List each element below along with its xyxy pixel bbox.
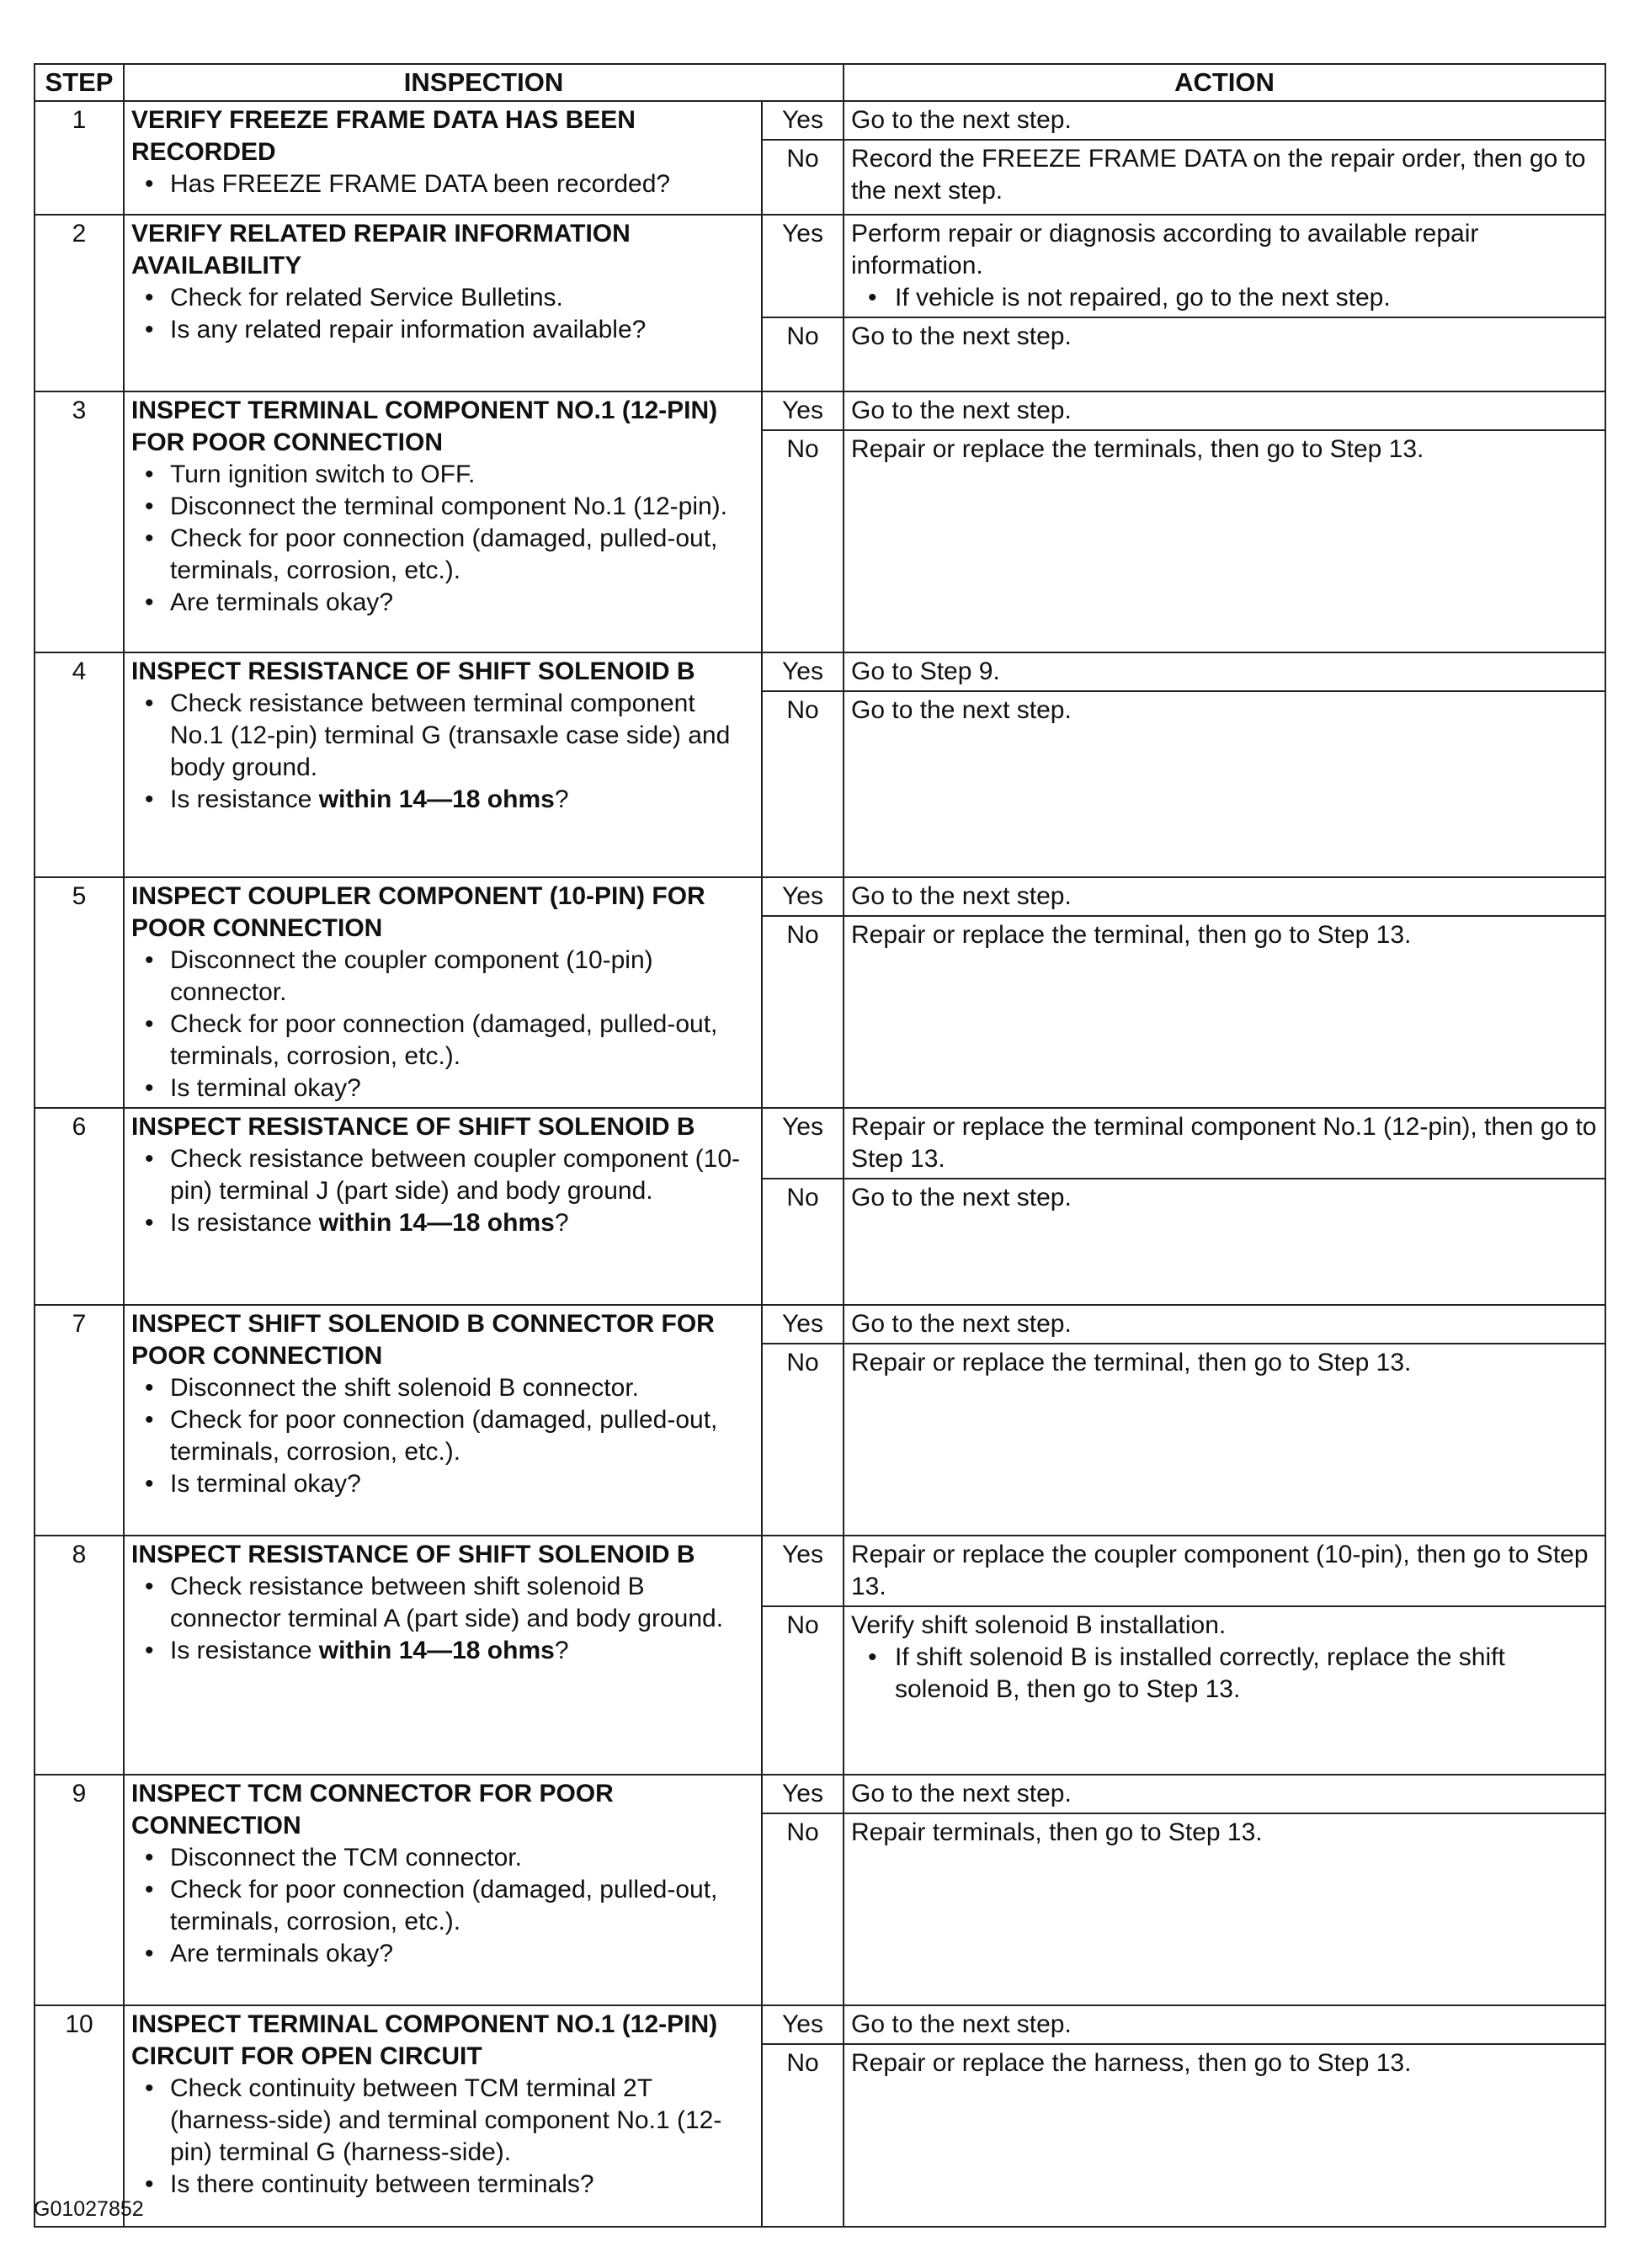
no-label: No <box>762 1813 844 2005</box>
inspection-bullet <box>131 2169 754 2201</box>
bullet-text: Check for related Service Bulletins. <box>170 284 563 311</box>
no-label: No <box>762 691 844 877</box>
inspection-bullet <box>131 1842 754 1874</box>
step-number: 4 <box>35 652 124 877</box>
inspection-bullet <box>131 1571 754 1635</box>
action-text: Go to the next step. <box>851 322 1072 350</box>
inspection-bullet <box>131 1009 754 1073</box>
bullet-text: Is any related repair information available? <box>170 316 647 343</box>
no-label: No <box>762 2044 844 2227</box>
inspection-bullet <box>131 168 754 200</box>
action-text: Repair or replace the terminals, then go to Step 13. <box>851 435 1424 463</box>
bullet-text: Disconnect the coupler component (10-pin) connector. <box>170 946 653 1006</box>
bullet-text: Check resistance between terminal component No.1 (12-pin) terminal G (transaxle case side) and body ground. <box>170 689 731 781</box>
bullet-text: Are terminals okay? <box>170 1940 394 1967</box>
no-action <box>844 1179 1605 1305</box>
inspection-bullets <box>131 1143 754 1239</box>
action-text: Repair terminals, then go to Step 13. <box>851 1818 1263 1846</box>
no-label: No <box>762 1606 844 1775</box>
step-row <box>35 1536 1605 1606</box>
inspection-bullets <box>131 2073 754 2201</box>
yes-action <box>844 1775 1605 1813</box>
bullet-text: Check continuity between TCM terminal 2T (harness-side) and terminal component No.1 (12-pin) terminal G (harness-side). <box>170 2074 722 2166</box>
bullet-text: Check for poor connection (damaged, pulled-out, terminals, corrosion, etc.). <box>170 524 718 584</box>
bullet-suffix: ? <box>554 1209 569 1237</box>
no-action <box>844 1344 1605 1536</box>
inspection-bullet <box>131 587 754 619</box>
step-number: 10 <box>35 2005 124 2227</box>
inspection-bullet <box>131 282 754 314</box>
step-number: 9 <box>35 1775 124 2005</box>
bullet-suffix: ? <box>554 785 569 813</box>
step-row <box>35 215 1605 317</box>
inspection-bullets <box>131 688 754 816</box>
step-number: 3 <box>35 391 124 652</box>
no-action <box>844 2044 1605 2227</box>
bullet-text: Is terminal okay? <box>170 1470 361 1498</box>
inspection-bullet <box>131 523 754 587</box>
action-sub-bullet: • If vehicle is not repaired, go to the next step. <box>851 282 1598 314</box>
yes-label: Yes <box>762 1305 844 1344</box>
inspection-cell <box>124 1108 762 1305</box>
yes-action <box>844 2005 1605 2044</box>
bullet-spec: within 14—18 ohms <box>318 785 555 813</box>
inspection-title: INSPECT COUPLER COMPONENT (10-PIN) FOR POOR CONNECTION <box>131 882 705 942</box>
inspection-title: INSPECT TCM CONNECTOR FOR POOR CONNECTION <box>131 1780 614 1839</box>
yes-action <box>844 652 1605 691</box>
bullet-text: Is there continuity between terminals? <box>170 2170 594 2198</box>
inspection-title: INSPECT RESISTANCE OF SHIFT SOLENOID B <box>131 1113 695 1141</box>
bullet-spec: within 14—18 ohms <box>318 1209 555 1237</box>
action-sub-bullets <box>851 1642 1598 1706</box>
action-text: Repair or replace the coupler component (10-pin), then go to Step 13. <box>851 1541 1589 1600</box>
inspection-column-header: INSPECTION <box>124 64 844 101</box>
header-row <box>35 64 1605 101</box>
action-text: Go to Step 9. <box>851 658 1000 685</box>
action-text: Go to the next step. <box>851 2010 1072 2038</box>
action-text: Perform repair or diagnosis according to available repair information. <box>851 220 1479 280</box>
action-text: Go to the next step. <box>851 1184 1072 1211</box>
inspection-cell <box>124 1775 762 2005</box>
yes-action <box>844 1108 1605 1179</box>
no-label: No <box>762 916 844 1108</box>
no-label: No <box>762 1344 844 1536</box>
bullet-text: Disconnect the TCM connector. <box>170 1844 522 1871</box>
yes-label: Yes <box>762 1108 844 1179</box>
step-row <box>35 391 1605 430</box>
bullet-text: Turn ignition switch to OFF. <box>170 461 476 488</box>
inspection-bullets <box>131 1571 754 1667</box>
inspection-title: INSPECT TERMINAL COMPONENT NO.1 (12-PIN) FOR POOR CONNECTION <box>131 397 718 456</box>
action-column-header: ACTION <box>844 64 1605 101</box>
action-text: Go to the next step. <box>851 1310 1072 1338</box>
action-text: Verify shift solenoid B installation. <box>851 1611 1227 1639</box>
inspection-bullet <box>131 1207 754 1239</box>
step-number: 8 <box>35 1536 124 1775</box>
inspection-bullets <box>131 1842 754 1970</box>
action-sub-bullets <box>851 282 1598 314</box>
no-action <box>844 317 1605 391</box>
step-row <box>35 877 1605 916</box>
inspection-bullet <box>131 945 754 1009</box>
step-row <box>35 1108 1605 1179</box>
action-text: Go to the next step. <box>851 397 1072 424</box>
action-text: Record the FREEZE FRAME DATA on the repair order, then go to the next step. <box>851 145 1586 205</box>
yes-label: Yes <box>762 2005 844 2044</box>
inspection-bullet <box>131 1073 754 1105</box>
action-text: Go to the next step. <box>851 1780 1072 1807</box>
yes-action <box>844 877 1605 916</box>
no-label: No <box>762 1179 844 1305</box>
bullet-text: Check for poor connection (damaged, pulled-out, terminals, corrosion, etc.). <box>170 1406 718 1466</box>
bullet-text: Check for poor connection (damaged, pulled-out, terminals, corrosion, etc.). <box>170 1876 718 1935</box>
bullet-text: Check for poor connection (damaged, pulled-out, terminals, corrosion, etc.). <box>170 1010 718 1070</box>
inspection-bullet <box>131 1468 754 1500</box>
no-action <box>844 430 1605 652</box>
bullet-text: Has FREEZE FRAME DATA been recorded? <box>170 170 671 198</box>
bullet-text: Check resistance between shift solenoid B connector terminal A (part side) and body ground. <box>170 1573 724 1632</box>
no-action <box>844 691 1605 877</box>
inspection-bullet <box>131 688 754 784</box>
no-action <box>844 1813 1605 2005</box>
step-number: 1 <box>35 101 124 215</box>
action-sub-bullet: • If shift solenoid B is installed correctly, replace the shift solenoid B, then go to Step 13. <box>851 1642 1598 1706</box>
step-number: 2 <box>35 215 124 391</box>
steps-body <box>35 101 1605 2227</box>
figure-code: G01027852 <box>34 2197 144 2221</box>
step-row <box>35 2005 1605 2044</box>
inspection-title: INSPECT RESISTANCE OF SHIFT SOLENOID B <box>131 1541 695 1568</box>
step-row <box>35 1305 1605 1344</box>
bullet-spec: within 14—18 ohms <box>318 1637 555 1664</box>
inspection-bullets <box>131 282 754 346</box>
inspection-cell <box>124 391 762 652</box>
inspection-bullet <box>131 491 754 523</box>
inspection-bullet <box>131 1143 754 1207</box>
yes-label: Yes <box>762 391 844 430</box>
inspection-bullets <box>131 945 754 1105</box>
yes-label: Yes <box>762 652 844 691</box>
inspection-bullet <box>131 1938 754 1970</box>
yes-action <box>844 215 1605 317</box>
action-text: Go to the next step. <box>851 882 1072 910</box>
action-text: Repair or replace the harness, then go to Step 13. <box>851 2049 1412 2077</box>
inspection-cell <box>124 101 762 215</box>
inspection-title: INSPECT SHIFT SOLENOID B CONNECTOR FOR POOR CONNECTION <box>131 1310 715 1370</box>
step-row <box>35 652 1605 691</box>
yes-action <box>844 101 1605 140</box>
inspection-title: INSPECT TERMINAL COMPONENT NO.1 (12-PIN) CIRCUIT FOR OPEN CIRCUIT <box>131 2010 718 2070</box>
bullet-suffix: ? <box>554 1637 569 1664</box>
inspection-bullet <box>131 314 754 346</box>
no-label: No <box>762 140 844 215</box>
bullet-text: Are terminals okay? <box>170 588 394 616</box>
inspection-bullet <box>131 1874 754 1938</box>
yes-label: Yes <box>762 101 844 140</box>
yes-action <box>844 1536 1605 1606</box>
inspection-bullets <box>131 168 754 200</box>
yes-label: Yes <box>762 877 844 916</box>
step-row <box>35 1775 1605 1813</box>
inspection-cell <box>124 1305 762 1536</box>
inspection-title: INSPECT RESISTANCE OF SHIFT SOLENOID B <box>131 658 695 685</box>
action-text: Repair or replace the terminal, then go to Step 13. <box>851 921 1412 949</box>
bullet-text: Is terminal okay? <box>170 1074 361 1102</box>
action-text: Repair or replace the terminal component No.1 (12-pin), then go to Step 13. <box>851 1113 1597 1173</box>
bullet-text: Is resistance <box>170 1637 319 1664</box>
no-action <box>844 140 1605 215</box>
yes-label: Yes <box>762 215 844 317</box>
diagnostic-procedure-sheet <box>34 63 1605 2228</box>
yes-label: Yes <box>762 1536 844 1606</box>
inspection-bullets <box>131 1372 754 1500</box>
no-action <box>844 916 1605 1108</box>
action-text: Go to the next step. <box>851 696 1072 724</box>
step-row <box>35 101 1605 140</box>
yes-action <box>844 391 1605 430</box>
inspection-bullets <box>131 459 754 619</box>
action-text: Go to the next step. <box>851 106 1072 134</box>
diagnostic-table <box>34 63 1606 2228</box>
step-number: 5 <box>35 877 124 1108</box>
no-action <box>844 1606 1605 1775</box>
yes-label: Yes <box>762 1775 844 1813</box>
bullet-text: Disconnect the shift solenoid B connector. <box>170 1374 639 1402</box>
inspection-cell <box>124 1536 762 1775</box>
inspection-bullet <box>131 784 754 816</box>
inspection-bullet <box>131 2073 754 2169</box>
inspection-cell <box>124 877 762 1108</box>
inspection-bullet <box>131 1404 754 1468</box>
yes-action <box>844 1305 1605 1344</box>
bullet-text: Check resistance between coupler component (10-pin) terminal J (part side) and body ground. <box>170 1145 741 1205</box>
inspection-bullet <box>131 459 754 491</box>
no-label: No <box>762 317 844 391</box>
no-label: No <box>762 430 844 652</box>
step-number: 6 <box>35 1108 124 1305</box>
step-number: 7 <box>35 1305 124 1536</box>
bullet-text: Is resistance <box>170 785 319 813</box>
inspection-bullet <box>131 1372 754 1404</box>
action-text: Repair or replace the terminal, then go to Step 13. <box>851 1349 1412 1376</box>
inspection-bullet <box>131 1635 754 1667</box>
bullet-text: Is resistance <box>170 1209 319 1237</box>
inspection-cell <box>124 652 762 877</box>
inspection-title: VERIFY FREEZE FRAME DATA HAS BEEN RECORDED <box>131 106 636 166</box>
inspection-cell <box>124 215 762 391</box>
bullet-text: Disconnect the terminal component No.1 (12-pin). <box>170 492 727 520</box>
inspection-title: VERIFY RELATED REPAIR INFORMATION AVAILABILITY <box>131 220 631 280</box>
step-column-header: STEP <box>35 64 124 101</box>
inspection-cell <box>124 2005 762 2227</box>
